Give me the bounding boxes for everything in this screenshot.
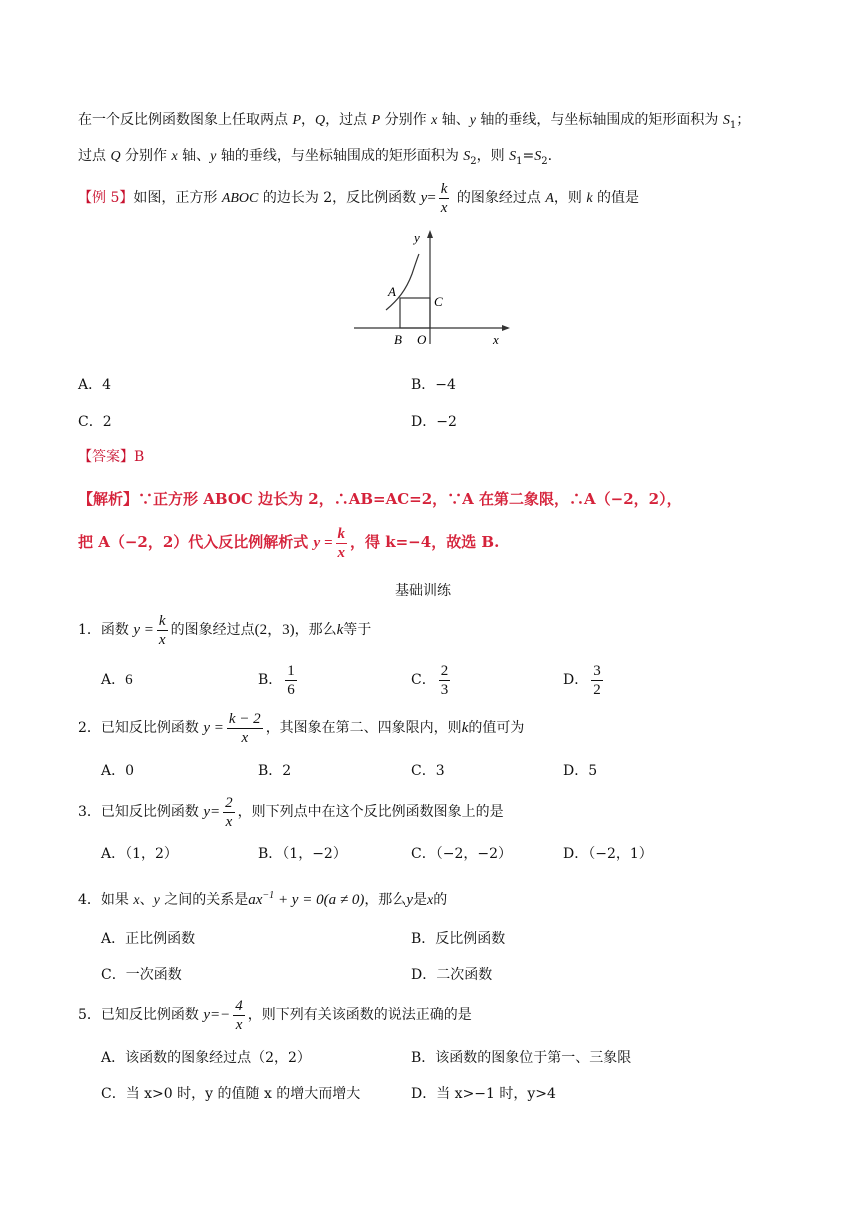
q2-option-d[interactable]: D．5 bbox=[563, 763, 598, 779]
example-option-d[interactable]: D．−2 bbox=[411, 414, 457, 430]
q3-fraction: $\frac{2}{x}$ bbox=[225, 794, 233, 830]
q2-option-c[interactable]: C．3 bbox=[411, 763, 445, 779]
label-x: x bbox=[493, 332, 499, 347]
q3-option-c[interactable]: C．（−2，−2） bbox=[411, 846, 512, 862]
q3-stem: 3．已知反比例函数 y= $\frac{2}{x}$ ，则下列点中在这个反比例函数图象上的是 bbox=[78, 794, 504, 830]
example-option-a[interactable]: A．4 bbox=[78, 377, 112, 393]
analysis-line-2: 把 A（−2，2）代入反比例解析式 y = $\frac{k}{x}$ ，得 k=−4，故选 B. bbox=[78, 525, 500, 561]
q1-option-b[interactable]: B． $\frac{1}{6}$ bbox=[258, 662, 295, 698]
hyperbola-curve bbox=[386, 254, 419, 310]
x-axis-arrow bbox=[502, 325, 510, 331]
intro-line-2: 过点 Q 分别作 x 轴、y 轴的垂线，与坐标轴围成的矩形面积为 $S_2$，则 $S_1=S_2$. bbox=[78, 148, 553, 167]
q3-option-a[interactable]: A．（1，2） bbox=[101, 846, 178, 862]
label-c: C bbox=[434, 294, 443, 309]
label-b: B bbox=[394, 332, 402, 347]
q2-option-b[interactable]: B．2 bbox=[258, 763, 292, 779]
answer-line: 【答案】B bbox=[78, 449, 145, 465]
q2-option-a[interactable]: A．0 bbox=[101, 763, 135, 779]
q5-option-a[interactable]: A．该函数的图象经过点（2，2） bbox=[101, 1050, 311, 1066]
q3-option-d[interactable]: D．（−2，1） bbox=[563, 846, 653, 862]
q5-option-c[interactable]: C．当 x>0 时，y 的值随 x 的增大而增大 bbox=[101, 1086, 361, 1102]
q4-option-c[interactable]: C．一次函数 bbox=[101, 967, 182, 983]
q1-option-c[interactable]: C． $\frac{2}{3}$ bbox=[411, 662, 449, 698]
q5-option-d[interactable]: D．当 x>−1 时，y>4 bbox=[411, 1086, 556, 1102]
square-abco bbox=[400, 298, 430, 328]
q5-stem: 5．已知反比例函数 y=− $\frac{4}{x}$ ，则下列有关该函数的说法正确的是 bbox=[78, 997, 472, 1033]
q4-stem: 4．如果 x、y 之间的关系是$ax^{-1} + y = 0(a \ne 0)$，那么y是x的 bbox=[78, 890, 448, 908]
y-axis-arrow bbox=[427, 230, 433, 238]
section-title: 基础训练 bbox=[395, 583, 451, 599]
label-o: O bbox=[417, 332, 427, 347]
q4-option-d[interactable]: D．二次函数 bbox=[411, 967, 493, 983]
q4-equation: $ax^{-1} + y = 0(a \ne 0)$ bbox=[248, 890, 365, 908]
example-option-b[interactable]: B．−4 bbox=[411, 377, 456, 393]
label-y: y bbox=[414, 230, 420, 245]
q2-stem: 2．已知反比例函数 y = $\frac{k - 2}{x}$ ，其图象在第二、四象限内，则k的值可为 bbox=[78, 710, 525, 746]
label-a: A bbox=[388, 284, 396, 299]
q1-option-a[interactable]: A．6 bbox=[101, 672, 133, 688]
analysis-fraction: $\frac{k}{x}$ bbox=[337, 525, 345, 561]
example-option-c[interactable]: C．2 bbox=[78, 414, 112, 430]
q3-option-b[interactable]: B．（1，−2） bbox=[258, 846, 347, 862]
q2-fraction: $\frac{k - 2}{x}$ bbox=[228, 710, 261, 746]
analysis-line-1: 【解析】∵正方形 ABOC 边长为 2，∴AB=AC=2，∵A 在第二象限，∴A（−2，2）， bbox=[78, 490, 682, 508]
example-question: 【例 5】如图，正方形 ABOC 的边长为 2，反比例函数 y= $\frac{k}{x}$ 的图象经过点 A，则 k 的值是 bbox=[78, 180, 640, 216]
q5-fraction: $\frac{4}{x}$ bbox=[235, 997, 243, 1033]
q5-option-b[interactable]: B．该函数的图象位于第一、三象限 bbox=[411, 1050, 632, 1066]
intro-line-1: 在一个反比例函数图象上任取两点 P，Q，过点 P 分别作 x 轴、y 轴的垂线，与坐标轴围成的矩形面积为 $S_1$； bbox=[78, 112, 751, 131]
q1-fraction: $\frac{k}{x}$ bbox=[158, 612, 166, 648]
q1-option-d[interactable]: D． $\frac{3}{2}$ bbox=[563, 662, 601, 698]
q1-stem: 1．函数 y = $\frac{k}{x}$ 的图象经过点(2，3)，那么k等于 bbox=[78, 612, 372, 648]
q4-option-b[interactable]: B．反比例函数 bbox=[411, 931, 506, 947]
q4-option-a[interactable]: A．正比例函数 bbox=[101, 931, 196, 947]
example-figure bbox=[350, 226, 515, 356]
example-fraction: $\frac{k}{x}$ bbox=[440, 180, 448, 216]
